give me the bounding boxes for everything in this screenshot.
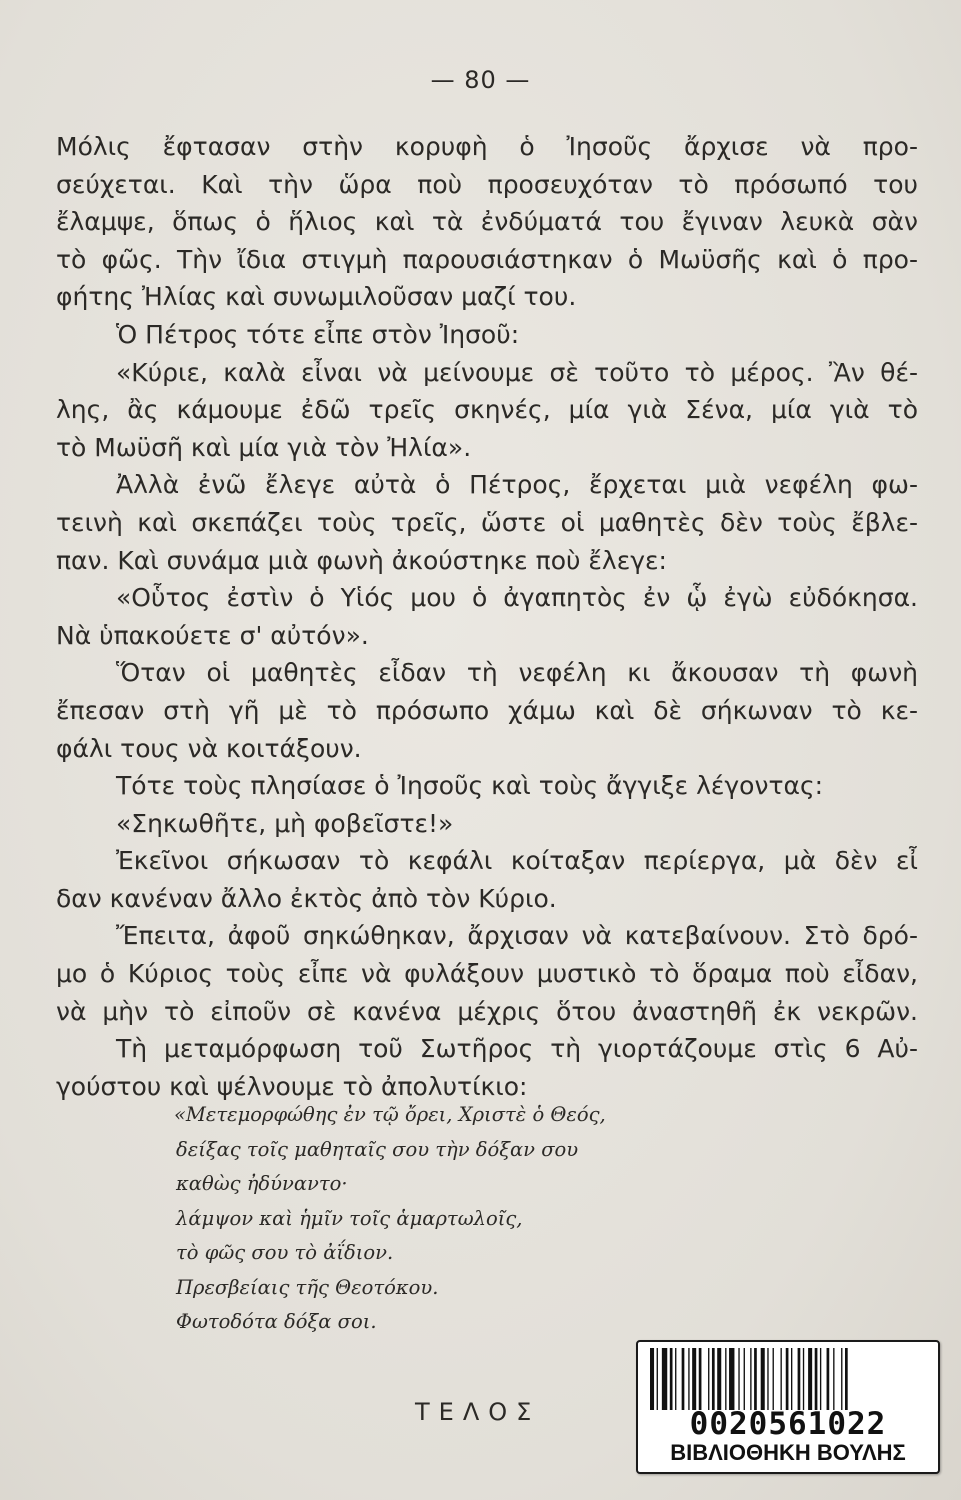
barcode-bar — [798, 1348, 801, 1410]
text-line: μο ὁ Κύριος τοὺς εἶπε νὰ φυλάξουν μυστικὸ τὸ ὅραμα ποὺ εἶδαν, — [56, 959, 918, 989]
barcode-bar — [699, 1348, 702, 1410]
text-line: ἔλαμψε, ὅπως ὁ ἥλιος καὶ τὰ ἐνδύματά του ἔγιναν λευκὰ σὰν — [56, 207, 918, 237]
text-line: «Κύριε, καλὰ εἶναι νὰ μείνουμε σὲ τοῦτο τὸ μέρος. Ἂν θέ- — [116, 357, 918, 387]
hymn-line: δείξας τοῖς μαθηταῖς σου τὴν δόξαν σου — [176, 1137, 579, 1161]
barcode-bar — [729, 1348, 734, 1410]
barcode-bar — [803, 1348, 804, 1410]
text-line: τεινὴ καὶ σκεπάζει τοὺς τρεῖς, ὥστε οἱ μαθητὲς δὲν τοὺς ἔβλε- — [56, 507, 918, 537]
barcode-bar — [662, 1348, 667, 1410]
text-line: φήτης Ἠλίας καὶ συνωμιλοῦσαν μαζί του. — [56, 282, 577, 312]
barcode-bar — [833, 1348, 834, 1410]
barcode-bar — [682, 1348, 685, 1410]
text-line: «Οὗτος ἐστὶν ὁ Υἱός μου ὁ ἀγαπητὸς ἐν ᾧ ἐγὼ εὐδόκησα. — [116, 583, 918, 613]
barcode-bar — [827, 1348, 830, 1410]
text-line: τὸ φῶς. Τὴν ἴδια στιγμὴ παρουσιάστηκαν ὁ Μωϋσῆς καὶ ὁ προ- — [56, 244, 918, 274]
text-line: τὸ Μωϋσῆ καὶ μία γιὰ τὸν Ἠλία». — [56, 432, 472, 462]
hymn-line: «Μετεμορφώθης ἐν τῷ ὄρει, Χριστὲ ὁ Θεός, — [174, 1103, 606, 1126]
hymn-line: Πρεσβείαις τῆς Θεοτόκου. — [176, 1275, 439, 1299]
barcode-bar — [738, 1348, 739, 1410]
barcode-bar — [657, 1348, 658, 1410]
end-marker: ΤΕΛΟΣ — [415, 1398, 541, 1426]
hymn-line: τὸ φῶς σου τὸ ἀΐδιον. — [176, 1241, 394, 1264]
barcode-bar — [773, 1348, 774, 1410]
barcode-bar — [712, 1348, 715, 1410]
barcode-bar — [744, 1348, 745, 1410]
barcode-bar — [650, 1348, 654, 1410]
text-line: γούστου καὶ ψέλνουμε τὸ ἀπολυτίκιο: — [56, 1071, 528, 1101]
barcode-bar — [708, 1348, 709, 1410]
barcode-bar — [725, 1348, 726, 1410]
text-line: λης, ἂς κάμουμε ἐδῶ τρεῖς σκηνές, μία γιὰ Σένα, μία γιὰ τὸ — [56, 395, 918, 425]
barcode-bar — [786, 1348, 789, 1410]
barcode-number: 0020561022 — [689, 1406, 887, 1442]
barcode-bar — [717, 1348, 721, 1410]
text-line: φάλι τους νὰ κοιτάξουν. — [56, 733, 362, 763]
text-line: νὰ μὴν τὸ εἰποῦν σὲ κανένα μέχρις ὅτου ἀναστηθῆ ἐκ νεκρῶν. — [56, 996, 918, 1026]
library-name: ΒΙΒΛΙΟΘΗΚΗ ΒΟΥΛΗΣ — [670, 1440, 906, 1465]
text-line: Ὁ Πέτρος τότε εἶπε στὸν Ἰησοῦ: — [116, 319, 520, 349]
barcode-bar — [791, 1348, 792, 1410]
barcode-bar — [670, 1348, 673, 1410]
text-line: Τὴ μεταμόρφωση τοῦ Σωτῆρος τὴ γιορτάζουμε στὶς 6 Αὐ- — [116, 1034, 918, 1064]
barcode-bar — [750, 1348, 751, 1410]
hymn-line: καθὼς ἠδύναντο· — [176, 1172, 348, 1195]
hymn-line: λάμψον καὶ ἡμῖν τοῖς ἁμαρτωλοῖς, — [176, 1206, 523, 1230]
text-line: Ὅταν οἱ μαθητὲς εἶδαν τὴ νεφέλη κι ἄκουσαν τὴ φωνὴ — [116, 658, 918, 688]
text-line: δαν κανέναν ἄλλο ἐκτὸς ἀπὸ τὸν Κύριο. — [56, 883, 557, 913]
text-line: ἔπεσαν στὴ γῆ μὲ τὸ πρόσωπο χάμω καὶ δὲ σήκωναν τὸ κε- — [56, 695, 918, 725]
barcode-bar — [761, 1348, 765, 1410]
text-line: σεύχεται. Καὶ τὴν ὥρα ποὺ προσευχόταν τὸ πρόσωπό του — [56, 169, 918, 199]
text-line: Ἐκεῖνοι σήκωσαν τὸ κεφάλι κοίταξαν περίεργα, μὰ δὲν εἶ — [116, 846, 918, 876]
text-line: Μόλις ἔφτασαν στὴν κορυφὴ ὁ Ἰησοῦς ἄρχισε νὰ προ- — [56, 132, 918, 161]
barcode-bar — [688, 1348, 689, 1410]
barcode-bar — [675, 1348, 676, 1410]
barcode-bar — [845, 1348, 848, 1410]
hymn-line: Φωτοδότα δόξα σοι. — [176, 1310, 377, 1333]
body-text — [56, 128, 918, 1105]
apolytikion-hymn — [170, 1098, 730, 1340]
library-barcode-label — [636, 1340, 940, 1474]
text-line: Ἀλλὰ ἐνῶ ἔλεγε αὐτὰ ὁ Πέτρος, ἔρχεται μιὰ νεφέλη φω- — [116, 470, 918, 500]
text-line: Νὰ ὑπακούετε σ' αὐτόν». — [56, 620, 369, 650]
text-line: παν. Καὶ συνάμα μιὰ φωνὴ ἀκούστηκε ποὺ ἔλεγε: — [56, 545, 667, 575]
barcode-bar — [820, 1348, 821, 1410]
page-number: — 80 — — [430, 66, 531, 94]
barcode-bar — [808, 1348, 812, 1410]
barcode-bar — [781, 1348, 782, 1410]
barcode-bar — [841, 1348, 842, 1410]
barcode-bar — [815, 1348, 818, 1410]
text-line: «Σηκωθῆτε, μὴ φοβεῖστε!» — [116, 808, 454, 838]
barcode-icon — [648, 1348, 928, 1410]
barcode-bar — [754, 1348, 757, 1410]
barcode-bar — [767, 1348, 768, 1410]
text-line: Ἔπειτα, ἀφοῦ σηκώθηκαν, ἄρχισαν νὰ κατεβαίνουν. Στὸ δρό- — [116, 921, 918, 951]
barcode-bar — [692, 1348, 696, 1410]
text-line: Τότε τοὺς πλησίασε ὁ Ἰησοῦς καὶ τοὺς ἄγγιξε λέγοντας: — [116, 771, 824, 801]
